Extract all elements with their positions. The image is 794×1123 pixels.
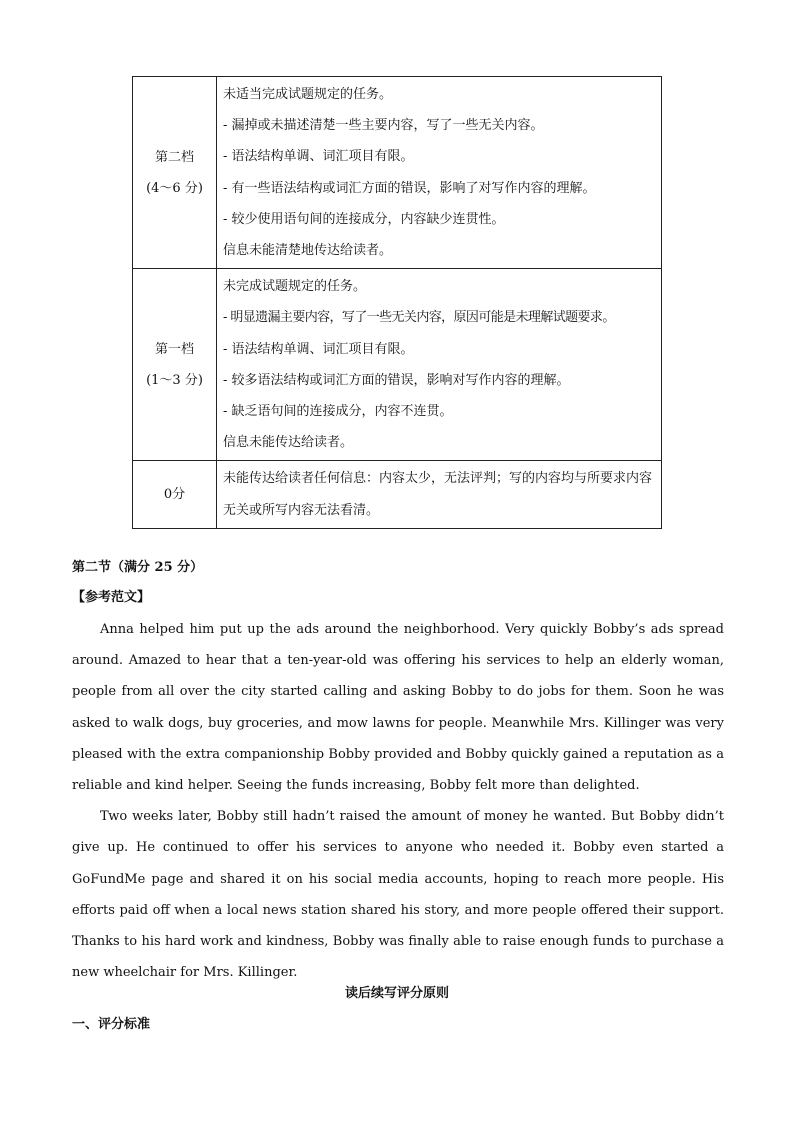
tier2-line: 未适当完成试题规定的任务。 <box>223 87 393 102</box>
tier1-line: 未完成试题规定的任务。 <box>223 279 367 295</box>
tier2-line: 信息未能清楚地传达给读者。 <box>223 243 393 259</box>
reference-essay-label: 【参考范文】 <box>72 590 151 605</box>
tier0-row <box>133 461 662 528</box>
tier2-line: - 语法结构单调、词汇项目有限。 <box>223 149 414 165</box>
tier1-row <box>133 269 662 461</box>
essay-paragraph: Anna helped him put up the ads around the neighborhood. Very quickly Bobby’s ads spread around. Amazed to hear that a ten-year-old was offering his services to help an elderly woman, people from all over the city started calling and asking Bobby to do jobs for them. Soon he was asked to walk dogs, buy groceries, and mow lawns for people. Meanwhile Mrs. Killinger was very pleased with the extra companionship Bobby provided and Bobby quickly gained a reputation as a reliable and kind helper. Seeing the funds increasing, Bobby felt more than delighted. <box>72 622 724 794</box>
section2-title: 第二节（满分 25 分） <box>72 560 204 575</box>
tier0-level-cell <box>133 461 217 528</box>
tier2-line: - 较少使用语句间的连接成分，内容缺少连贯性。 <box>223 211 505 227</box>
tier1-line: 信息未能传达给读者。 <box>223 435 354 451</box>
tier1-line: - 明显遗漏主要内容，写了一些无关内容，原因可能是未理解试题要求。 <box>223 310 615 326</box>
reference-essay <box>72 614 724 988</box>
scoring-rubric-table <box>132 76 662 529</box>
tier2-line: - 漏掉或未描述清楚一些主要内容，写了一些无关内容。 <box>223 118 544 134</box>
tier2-line: - 有一些语法结构或词汇方面的错误，影响了对写作内容的理解。 <box>223 180 596 196</box>
scoring-standard-heading: 一、评分标准 <box>72 1017 151 1032</box>
tier0-text: 未能传达给读者任何信息：内容太少，无法评判；写的内容均与所要求内容无关或所写内容无法看清。 <box>223 471 653 518</box>
tier2-row <box>133 77 662 269</box>
tier2-description <box>217 77 662 269</box>
tier1-line: - 语法结构单调、词汇项目有限。 <box>223 341 414 357</box>
tier1-range: (1～3 分) <box>146 372 203 388</box>
tier2-range: (4～6 分) <box>146 180 203 196</box>
tier2-level-cell <box>133 77 217 269</box>
tier1-name: 第一档 <box>154 341 194 357</box>
tier1-level-cell <box>133 269 217 461</box>
essay-paragraph: Two weeks later, Bobby still hadn’t raised the amount of money he wanted. But Bobby didn’t give up. He continued to offer his services to anyone who needed it. Bobby even started a GoFundMe page and shared it on his social media accounts, hoping to reach more people. His efforts paid off when a local news station shared his story, and more people offered their support. Thanks to his hard work and kindness, Bobby was finally able to raise enough funds to purchase a new wheelchair for Mrs. Killinger. <box>72 809 724 981</box>
tier0-description <box>217 461 662 528</box>
tier1-line: - 缺乏语句间的连接成分，内容不连贯。 <box>223 404 453 420</box>
tier1-line: - 较多语法结构或词汇方面的错误，影响对写作内容的理解。 <box>223 372 570 388</box>
scoring-principles-title: 读后续写评分原则 <box>344 986 449 1001</box>
tier0-name: 0分 <box>163 487 186 503</box>
tier1-description <box>217 269 662 461</box>
tier2-name: 第二档 <box>154 149 194 165</box>
